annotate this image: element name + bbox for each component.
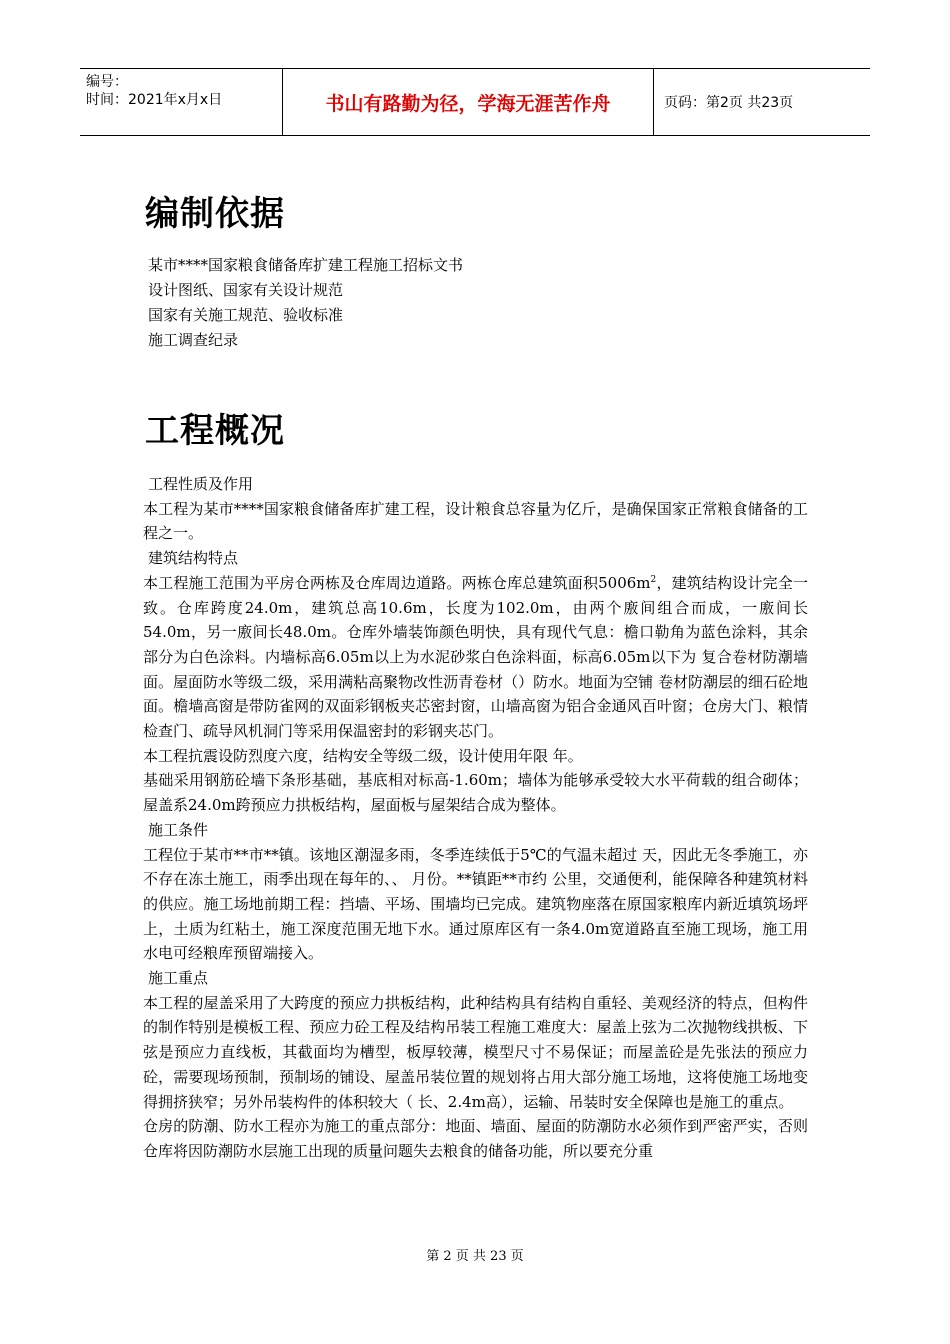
superscript: 2 — [650, 574, 657, 585]
list-item: 某市****国家粮食储备库扩建工程施工招标文书 — [148, 256, 464, 274]
paragraph: 基础采用钢筋砼墙下条形基础，基底相对标高-1.60m；墙体为能够承受较大水平荷载的组合砌体；屋盖系24.0m跨预应力拱板结构，屋面板与屋架结合成为整体。 — [143, 771, 808, 815]
document-number-label: 编号： — [86, 74, 128, 90]
paragraph: 本工程为某市****国家粮食储备库扩建工程，设计粮食总容量为亿斤，是确保国家正常粮食储备的工程之一。 — [143, 499, 808, 543]
document-time-label: 时间：2021年x月x日 — [86, 92, 223, 108]
list-item: 设计图纸、国家有关设计规范 — [148, 281, 344, 299]
basis-list — [148, 253, 463, 353]
header-page-info: 页码：第2页 共23页 — [664, 95, 794, 111]
paragraph: 本工程抗震设防烈度六度，结构安全等级二级，设计使用年限 年。 — [143, 746, 583, 765]
paragraph-part: ，建筑结构设计完全一致。仓库跨度24.0m，建筑总高10.6m，长度为102.0m，由两个廒间组合而成，一廒间长54.0m，另一廒间长48.0m。仓库外墙装饰颜色明快，具有现代气息：檐口勒角为蓝色涂料，其余部分为白色涂料。内墙标高6.05m以上为水泥砂浆白色涂料面，标高6.05m以下为 复合卷材防潮墙面。屋面防水等级二级，采用满粘高聚物改性沥青卷材（）防水。地面为空铺 卷材防潮层的细石砼地面。檐墙高窗是带防雀网的双面彩钢板夹芯密封窗，山墙高窗为铝合金通风百叶窗；仓房大门、粮情检查门、疏导风机洞门等采用保温密封的彩钢夹芯门。 — [143, 573, 808, 741]
paragraph: 本工程的屋盖采用了大跨度的预应力拱板结构，此种结构具有结构自重轻、美观经济的特点，但构件的制作特别是模板工程、预应力砼工程及结构吊装工程施工难度大：屋盖上弦为二次抛物线拱板、下弦是预应力直线板，其截面均为槽型，板厚较薄，模型尺寸不易保证；而屋盖砼是先张法的预应力砼，需要现场预制，预制场的铺设、屋盖吊装位置的规划将占用大部分施工场地，这将使施工场地变得拥挤狭窄；另外吊装构件的体积较大（ 长、2.4m高），运输、吊装时安全保障也是施工的重点。 — [143, 993, 808, 1111]
overview-body — [143, 472, 808, 1164]
paragraph-part: 本工程施工范围为平房仓两栋及仓库周边道路。两栋仓库总建筑面积5006m — [143, 573, 651, 592]
list-item: 国家有关施工规范、验收标准 — [148, 306, 344, 324]
subsection-heading: 建筑结构特点 — [148, 549, 239, 568]
list-item: 施工调查纪录 — [148, 331, 239, 349]
subsection-heading: 施工重点 — [148, 969, 209, 988]
section-title-overview: 工程概况 — [145, 411, 285, 451]
subsection-heading: 工程性质及作用 — [148, 475, 254, 493]
page-header — [80, 68, 870, 136]
page-footer: 第 2 页 共 23 页 — [426, 1249, 524, 1264]
paragraph — [143, 571, 808, 744]
header-meta — [80, 69, 282, 135]
header-motto: 书山有路勤为径，学海无涯苦作舟 — [282, 69, 654, 135]
section-title-basis: 编制依据 — [145, 194, 285, 234]
paragraph: 工程位于某市**市**镇。该地区潮湿多雨，冬季连续低于5℃的气温未超过 天，因此无冬季施工，亦不存在冻土施工，雨季出现在每年的、、 月份。**镇距**市约 公里，交通便利，能保障各种建筑材料的供应。施工场地前期工程：挡墙、平场、围墙均已完成。建筑物座落在原国家粮库内新近填筑场坪上，土质为红粘土，施工深度范围无地下水。通过原库区有一条4.0m宽道路直至施工现场，施工用水电可经粮库预留端接入。 — [143, 845, 808, 963]
subsection-heading: 施工条件 — [148, 820, 209, 839]
paragraph: 仓房的防潮、防水工程亦为施工的重点部分：地面、墙面、屋面的防潮防水必须作到严密严实，否则仓库将因防潮防水层施工出现的质量问题失去粮食的储备功能，所以要充分重 — [143, 1117, 808, 1160]
